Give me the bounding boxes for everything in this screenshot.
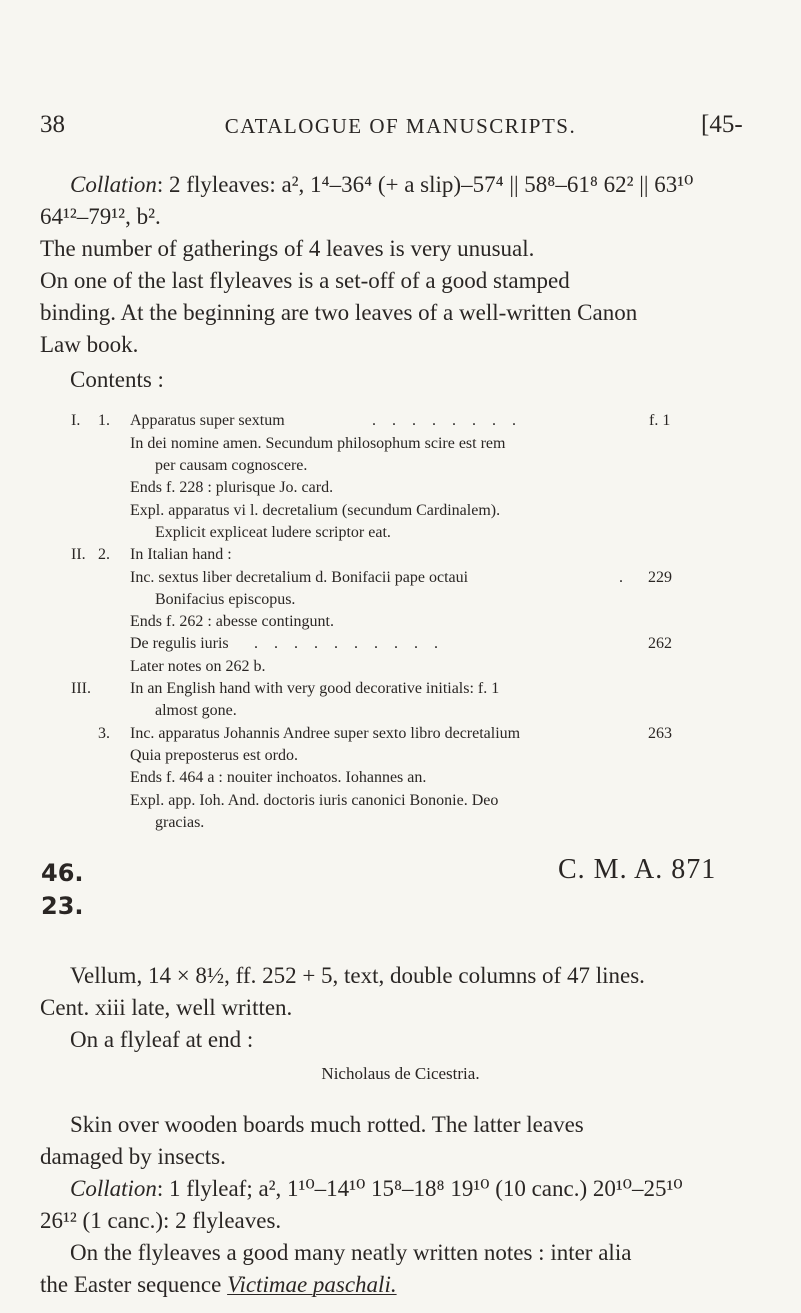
- content-line: per causam cognoscere.: [155, 456, 308, 474]
- flyleaf-note: Nicholaus de Cicestria.: [321, 1064, 480, 1084]
- physical-description: Vellum, 14 × 8½, ff. 252 + 5, text, double columns of 47 lines.: [70, 962, 645, 988]
- content-line: Bonifacius episcopus.: [155, 590, 296, 608]
- dot-leader: .: [619, 568, 623, 586]
- sub-number: 23.: [41, 891, 84, 920]
- date-description: Cent. xiii late, well written.: [40, 994, 293, 1020]
- setoff-note-line3: Law book.: [40, 331, 139, 357]
- collation-label: Collation: [70, 1175, 157, 1201]
- running-title: CATALOGUE OF MANUSCRIPTS.: [224, 113, 577, 138]
- content-line: Expl. app. Ioh. And. doctoris iuris canonici Bononie. Deo: [130, 791, 499, 809]
- content-line: Ends f. 262 : abesse contingunt.: [130, 613, 334, 631]
- gatherings-note: The number of gatherings of 4 leaves is very unusual.: [40, 235, 535, 261]
- contents-heading: Contents :: [70, 366, 164, 392]
- binding-note-line2: damaged by insects.: [40, 1143, 226, 1169]
- entry-number: 46.: [41, 858, 84, 887]
- item-num-2: 2.: [98, 546, 110, 564]
- page-number: 38: [40, 110, 65, 138]
- roman-II: II.: [71, 546, 86, 564]
- collation-text-1: 2 flyleaves: a², 1⁴–36⁴ (+ a slip)–57⁴ || 58⁸–61⁸ 62² || 63¹⁰: [169, 171, 694, 197]
- dot-leader: . . . . . . . . . .: [254, 635, 444, 653]
- flyleaf-notes-line1: On the flyleaves a good many neatly written notes : inter alia: [70, 1239, 632, 1265]
- content-line: In Italian hand :: [130, 546, 232, 564]
- content-line: Ends f. 228 : plurisque Jo. card.: [130, 479, 334, 497]
- content-line: Expl. apparatus vi l. decretalium (secundum Cardinalem).: [130, 501, 501, 519]
- collation-text: 1 flyleaf; a², 1¹⁰–14¹⁰ 15⁸–18⁸ 19¹⁰ (10 canc.) 20¹⁰–25¹⁰: [169, 1175, 683, 1201]
- content-line: gracias.: [155, 813, 205, 831]
- content-line: Explicit expliceat ludere scriptor eat.: [155, 523, 391, 541]
- folio-ref: 229: [648, 568, 672, 586]
- content-line: In dei nomine amen. Secundum philosophum scire est rem: [130, 434, 506, 452]
- content-line: Inc. apparatus Johannis Andree super sexto libro decretalium: [130, 724, 521, 742]
- roman-I: I.: [71, 412, 81, 430]
- item-num-1: 1.: [98, 412, 110, 430]
- content-line: Quia preposterus est ordo.: [130, 747, 298, 764]
- shelfmark: C. M. A. 871: [558, 853, 717, 885]
- setoff-note-line1: On one of the last flyleaves is a set-off of a good stamped: [40, 267, 570, 293]
- dot-leader: . . . . . . . .: [372, 412, 522, 430]
- folio-ref: 262: [648, 635, 672, 653]
- entry-range: [45-: [701, 110, 743, 138]
- folio-ref: 263: [648, 724, 672, 742]
- roman-III: III.: [71, 680, 91, 698]
- sequence-title: Victimae paschali.: [227, 1271, 397, 1297]
- content-line: Later notes on 262 b.: [130, 657, 266, 675]
- content-line: In an English hand with very good decorative initials: f. 1: [130, 680, 500, 698]
- collation-45-line1: Collation: 2 flyleaves: a², 1⁴–36⁴ (+ a slip)–57⁴ || 58⁸–61⁸ 62² || 63¹⁰: [70, 171, 694, 197]
- content-line: Ends f. 464 a : nouiter inchoatos. Iohannes an.: [130, 769, 427, 787]
- flyleaf-notes-line2: the Easter sequence Victimae paschali.: [40, 1271, 397, 1297]
- content-line: almost gone.: [155, 702, 237, 720]
- collation-45-line2: 64¹²–79¹², b².: [40, 203, 161, 229]
- folio-ref: f. 1: [649, 412, 671, 430]
- flyleaf-intro: On a flyleaf at end :: [70, 1026, 254, 1052]
- content-line: Apparatus super sextum: [130, 412, 285, 430]
- binding-note-line1: Skin over wooden boards much rotted. The latter leaves: [70, 1111, 584, 1137]
- collation-46-line2: 26¹² (1 canc.): 2 flyleaves.: [40, 1207, 282, 1233]
- collation-label: Collation: [70, 171, 157, 197]
- content-line: Inc. sextus liber decretalium d. Bonifacii pape octaui: [130, 568, 469, 586]
- setoff-note-line2: binding. At the beginning are two leaves of a well-written Canon: [40, 299, 638, 325]
- item-num-3: 3.: [98, 724, 110, 742]
- collation-46-line1: Collation: 1 flyleaf; a², 1¹⁰–14¹⁰ 15⁸–18⁸ 19¹⁰ (10 canc.) 20¹⁰–25¹⁰: [70, 1175, 683, 1201]
- content-line: De regulis iuris: [130, 635, 229, 653]
